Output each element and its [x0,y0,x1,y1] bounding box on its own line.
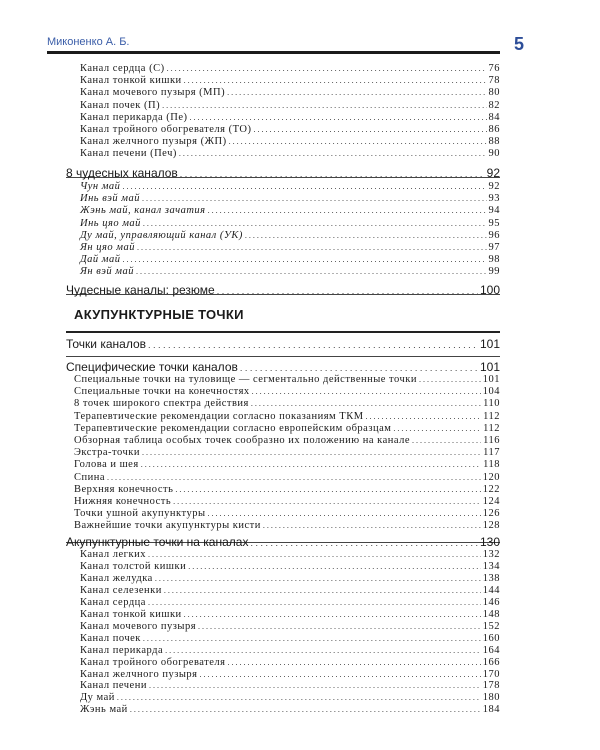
toc-entry-page: 88 [488,136,500,148]
toc-entry-title: Спина [74,471,106,483]
dot-leader [263,519,481,533]
toc-entry-page: 122 [482,483,500,495]
toc-entry-page: 90 [488,148,500,160]
toc-entry-title: Ду май [80,692,115,704]
toc-entry-title: Ян вэй май [80,266,134,278]
divider [66,331,500,333]
toc-entry-page: 96 [488,229,500,241]
toc-entry[interactable] [80,147,500,161]
toc-entry-page: 86 [488,124,500,135]
toc-entry-page: 80 [488,87,500,99]
toc-entry[interactable] [66,166,500,181]
toc-entry-page: 93 [488,193,500,205]
toc-entry-page: 124 [482,496,500,507]
toc-entry-page: 92 [488,181,500,192]
dot-leader [130,703,481,717]
toc-entry-page: 144 [482,584,500,596]
toc-entry-page: 100 [479,283,500,297]
toc-entry-title: Специальные точки на туловище — сегментально действенные точки [74,374,417,385]
section-title: АКУПУНКТУРНЫЕ ТОЧКИ [74,307,244,322]
toc-entry-title: Ду май, управляющий канал (УК) [80,229,243,241]
toc-entry-page: 134 [482,560,500,572]
header-author: Миконенко А. Б. [47,36,130,48]
toc-entry-title: Канал почек (П) [80,99,161,111]
toc-entry-page: 110 [483,398,500,410]
toc-entry-page: 76 [488,63,500,74]
toc-entry-page: 94 [488,205,500,217]
toc-entry-page: 146 [482,596,500,608]
toc-entry-page: 178 [482,680,500,692]
toc-entry-page: 98 [488,254,500,266]
toc-entry-title: Жэнь май, канал зачатия [80,205,206,217]
toc-entry-page: 104 [482,386,500,398]
toc-entry-title: Специальные точки на конечностях [74,386,250,398]
toc-entry-title: Важнейшие точки акупунктуры кисти [74,520,261,532]
toc-entry-title: Канал почек [80,632,141,644]
toc-entry-page: 170 [482,668,500,680]
toc-entry[interactable] [80,703,500,717]
toc-entry-page: 152 [482,620,500,632]
toc-entry-title: Канал тройного обогревателя (ТО) [80,124,252,135]
toc-entry-title: Канал желчного пузыря (ЖП) [80,136,227,148]
toc-entry-title: 8 чудесных каналов [66,166,178,180]
toc-entry-title: Канал тройного обогревателя [80,656,226,668]
toc-entry-title: Канал легких [80,549,146,560]
toc-entry-title: Нижняя конечность [74,496,172,507]
toc-entry-page: 95 [488,217,500,229]
toc-entry-page: 99 [488,266,500,278]
toc-entry-page: 120 [482,471,500,483]
toc-entry-title: Канал перикарда (Пе) [80,111,188,123]
toc-entry-title: Точки ушной акупунктуры [74,508,206,520]
toc-entry-page: 164 [482,644,500,656]
toc-entry-page: 148 [482,608,500,620]
toc-entry[interactable] [74,519,500,533]
dot-leader [180,166,485,181]
dot-leader [217,283,478,298]
toc-entry-page: 130 [479,535,500,549]
toc-entry-title: Чун май [80,181,121,192]
toc-entry-title: Канал толстой кишки [80,560,187,572]
toc-entry[interactable] [66,283,500,298]
toc-entry-title: Канал желудка [80,572,153,584]
toc-entry-page: 97 [488,242,500,253]
toc-entry-page: 116 [483,435,500,446]
toc-entry-title: Терапевтические рекомендации согласно показаниям ТКМ [74,410,364,422]
toc-entry-title: Инь вэй май [80,193,140,205]
toc-entry-title: Канал печени (Печ) [80,148,177,160]
toc-entry-page: 112 [483,410,500,422]
toc-entry-title: Специфические точки каналов [66,360,238,374]
toc-entry-page: 112 [483,422,500,434]
toc-entry-title: Инь цяо май [80,217,141,229]
toc-entry-page: 138 [482,572,500,584]
dot-leader [136,265,487,279]
dot-leader [179,147,487,161]
toc-entry-title: Канал мочевого пузыря (МП) [80,87,226,99]
toc-entry-title: Обзорная таблица особых точек сообразно их положению на канале [74,435,411,446]
page-number: 5 [514,34,525,54]
toc-entry-title: Канал перикарда [80,644,164,656]
toc-entry-page: 101 [482,374,500,385]
toc-entry-title: Канал тонкой кишки [80,75,182,87]
toc-entry-title: Канал селезенки [80,584,162,596]
toc-entry-title: Канал тонкой кишки [80,608,182,620]
toc-entry-page: 92 [486,166,500,180]
toc-entry-title: Экстра-точки [74,447,140,459]
dot-leader [148,337,478,352]
toc-entry-title: Чудесные каналы: резюме [66,283,215,297]
toc-entry-title: Жэнь май [80,704,128,716]
toc-entry-page: 132 [482,549,500,560]
toc-entry-page: 160 [482,632,500,644]
toc-entry-page: 84 [488,111,500,123]
toc-entry-page: 166 [482,656,500,668]
toc-entry[interactable] [80,265,500,279]
toc-entry-page: 117 [483,447,500,459]
toc-entry-page: 184 [482,704,500,716]
toc-entry-page: 101 [479,337,500,351]
toc-entry-title: Канал печени [80,680,147,692]
toc-entry-page: 78 [488,75,500,87]
divider [66,356,500,357]
toc-entry-page: 128 [482,520,500,532]
toc-entry-title: Канал сердца (С) [80,63,165,74]
toc-entry-title: Акупунктурные точки на каналах [66,535,249,549]
toc-entry-page: 101 [479,360,500,374]
toc-entry-title: Ян цяо май [80,242,135,253]
toc-entry-page: 126 [482,508,500,520]
toc-entry-page: 180 [482,692,500,704]
toc-entry-title: Дай май [80,254,121,266]
toc-entry[interactable] [66,337,500,352]
toc-entry-title: Канал желчного пузыря [80,668,198,680]
toc-entry-title: Канал мочевого пузыря [80,620,197,632]
toc-entry-page: 82 [488,99,500,111]
toc-entry-title: Верхняя конечность [74,483,174,495]
toc-entry-page: 118 [483,459,500,471]
toc-entry-title: Канал сердца [80,596,146,608]
toc-entry-title: 8 точек широкого спектра действия [74,398,249,410]
toc-entry-title: Терапевтические рекомендации согласно европейским образцам [74,422,392,434]
toc-entry-title: Голова и шея [74,459,139,471]
toc-entry-title: Точки каналов [66,337,147,351]
